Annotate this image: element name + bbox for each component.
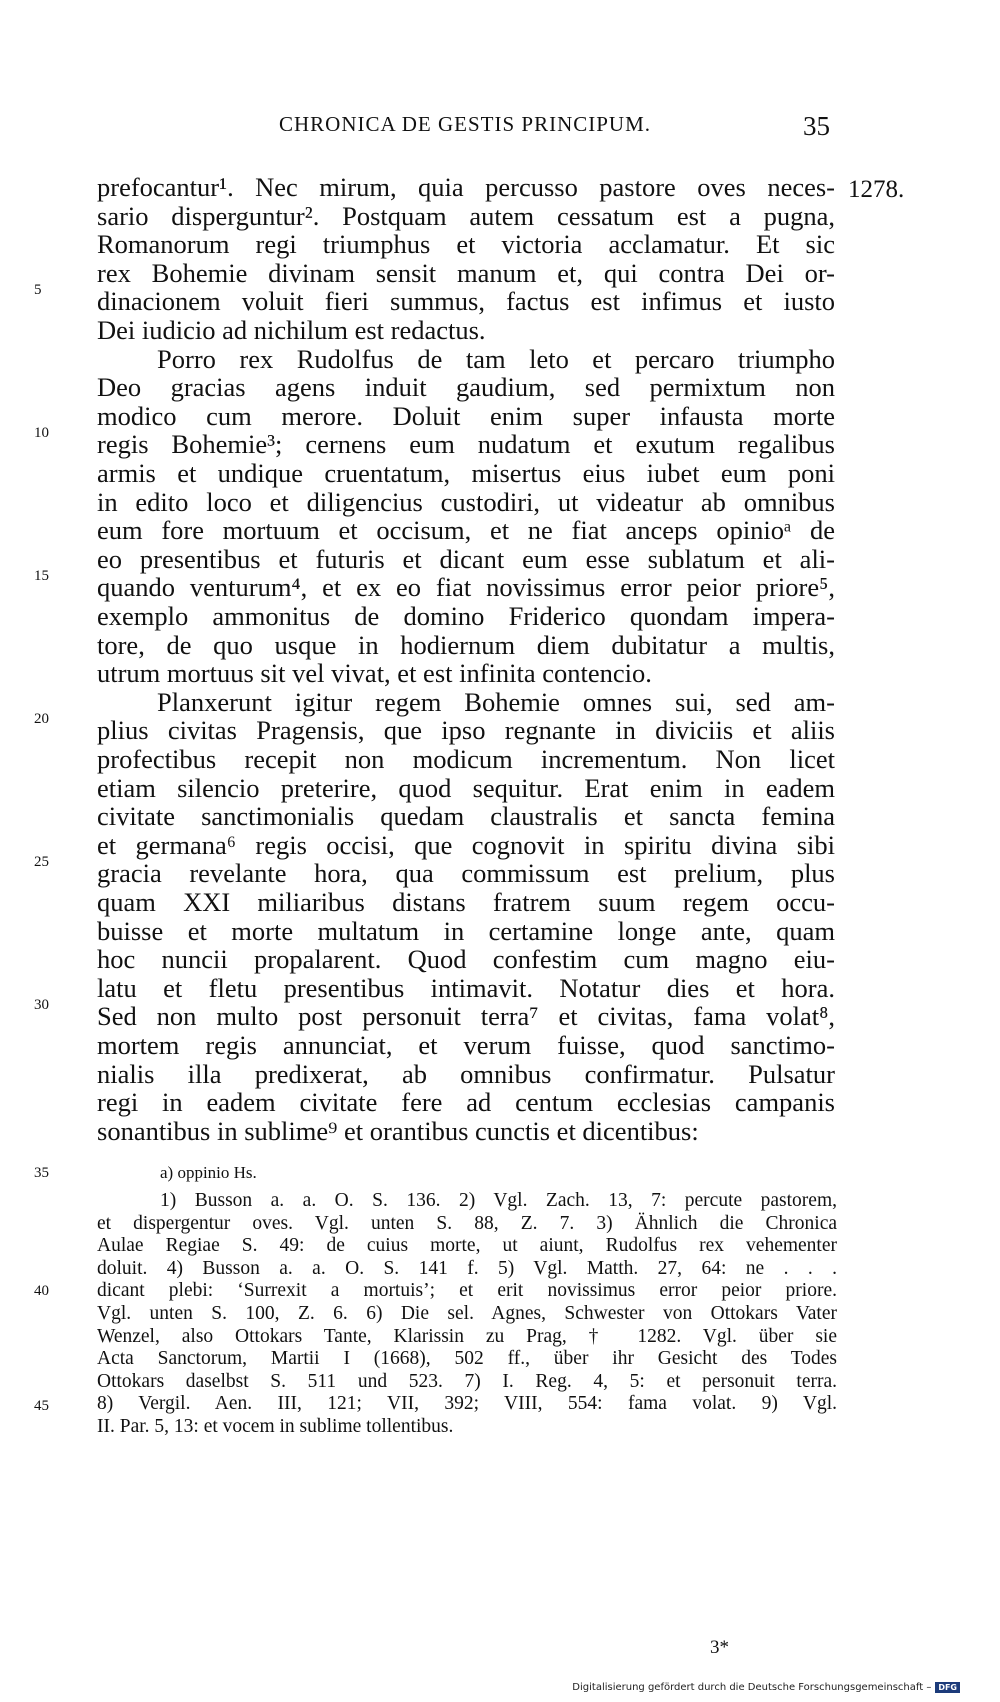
footnote-line: doluit. 4) Busson a. a. O. S. 141 f. 5) Vgl. Matth. 27, 64: ne . . . <box>97 1257 837 1279</box>
text-line: Porro rex Rudolfus de tam leto et percaro triumpho <box>157 343 835 374</box>
footnote-line: Wenzel, also Ottokars Tante, Klarissin zu Prag, † 1282. Vgl. über sie <box>97 1325 837 1347</box>
running-title: CHRONICA DE GESTIS PRINCIPUM. <box>278 112 652 136</box>
text-line: quando venturum⁴, et ex eo fiat novissimus error peior priore⁵, <box>97 572 835 603</box>
footnote-line: II. Par. 5, 13: et vocem in sublime tollentibus. <box>97 1416 454 1437</box>
margin-year: 1278. <box>848 176 905 203</box>
digitization-credit <box>572 1682 960 1693</box>
text-line: armis et undique cruentatum, misertus eius iubet eum poni <box>97 458 835 488</box>
page-number: 35 <box>803 111 830 141</box>
line-number: 35 <box>34 1165 49 1181</box>
text-line: tore, de quo usque in hodiernum diem dubitatur a multis, <box>97 629 835 660</box>
text-line: hoc nuncii propalarent. Quod confestim cum magno eiu- <box>97 944 835 975</box>
text-line: sonantibus in sublime⁹ et orantibus cunctis et dicentibus: <box>97 1115 699 1146</box>
text-line: Deo gracias agens induit gaudium, sed permixtum non <box>97 372 835 403</box>
text-line: civitate sanctimonialis quedam claustralis et sancta femina <box>97 801 835 832</box>
footnote-line: et dispergentur oves. Vgl. unten S. 88, Z. 7. 3) Ähnlich die Chronica <box>97 1212 837 1234</box>
footnote-line: Acta Sanctorum, Martii I (1668), 502 ff., über ihr Gesicht des Todes <box>97 1348 837 1370</box>
credit-text: Digitalisierung gefördert durch die Deutsche Forschungsgemeinschaft – <box>572 1682 932 1693</box>
text-line: rex Bohemie divinam sensit manum et, qui contra Dei or- <box>97 257 835 288</box>
text-line: plius civitas Pragensis, que ipso regnante in diviciis et aliis <box>97 715 835 746</box>
line-number: 25 <box>34 854 49 870</box>
text-line: et germana⁶ regis occisi, que cognovit in spiritu divina sibi <box>97 829 835 860</box>
text-line: dinacionem voluit fieri summus, factus est infimus et iusto <box>97 286 835 317</box>
text-line: Planxerunt igitur regem Bohemie omnes sui, sed am- <box>157 686 835 717</box>
text-line: etiam silencio preterire, quod sequitur. Erat enim in eadem <box>97 772 835 803</box>
footnote-line: Ottokars daselbst S. 511 und 523. 7) I. Reg. 4, 5: et personuit terra. <box>97 1370 837 1392</box>
text-line: Dei iudicio ad nichilum est redactus. <box>97 315 486 345</box>
line-number: 20 <box>34 711 49 727</box>
text-line: exemplo ammonitus de domino Friderico quondam impera- <box>97 601 835 631</box>
text-line: quam XXI miliaribus distans fratrem suum regem occu- <box>97 887 835 917</box>
text-line: eo presentibus et futuris et dicant eum esse sublatum et ali- <box>97 543 835 574</box>
text-line: sario disperguntur². Postquam autem cessatum est a pugna, <box>97 200 835 231</box>
footnote-a: a) oppinio Hs. <box>160 1163 257 1182</box>
text-line: Romanorum regi triumphus et victoria acclamatur. Et sic <box>97 229 835 260</box>
line-number: 10 <box>34 425 49 441</box>
line-number: 45 <box>34 1398 49 1414</box>
text-line: profectibus recepit non modicum incrementum. Non licet <box>97 744 835 774</box>
text-line: regi in eadem civitate fere ad centum ecclesias campanis <box>97 1087 835 1118</box>
footnote-line: 1) Busson a. a. O. S. 136. 2) Vgl. Zach. 13, 7: percute pastorem, <box>160 1190 837 1211</box>
line-number: 40 <box>34 1283 49 1299</box>
text-line: eum fore mortuum et occisum, et ne fiat anceps opinioᵃ de <box>97 515 835 546</box>
footnote-line: Aulae Regiae S. 49: de cuius morte, ut aiunt, Rudolfus rex vehementer <box>97 1235 837 1257</box>
text-line: Sed non multo post personuit terra⁷ et civitas, fama volat⁸, <box>97 1001 835 1032</box>
dfg-logo: DFG <box>935 1682 960 1693</box>
text-line: in edito loco et diligencius custodiri, ut videatur ab omnibus <box>97 486 835 517</box>
signature-mark: 3* <box>710 1637 729 1658</box>
line-number: 30 <box>34 997 49 1013</box>
footnote-line: Vgl. unten S. 100, Z. 6. 6) Die sel. Agnes, Schwester von Ottokars Vater <box>97 1303 837 1324</box>
text-line: gracia revelante hora, qua commissum est prelium, plus <box>97 858 835 889</box>
footnote-line: 8) Vergil. Aen. III, 121; VII, 392; VIII, 554: fama volat. 9) Vgl. <box>97 1393 837 1415</box>
footnote-line: dicant plebi: ‘Surrexit a mortuis’; et erit novissimus error peior priore. <box>97 1280 837 1302</box>
text-line: nialis illa predixerat, ab omnibus confirmatur. Pulsatur <box>97 1058 835 1089</box>
text-line: modico cum merore. Doluit enim super infausta morte <box>97 400 835 431</box>
text-line: buisse et morte multatum in certamine longe ante, quam <box>97 915 835 946</box>
text-line: utrum mortuus sit vel vivat, et est infinita contencio. <box>97 658 652 689</box>
text-line: regis Bohemie³; cernens eum nudatum et exutum regalibus <box>97 429 835 460</box>
text-line: mortem regis annunciat, et verum fuisse, quod sanctimo- <box>97 1030 835 1060</box>
text-line: prefocantur¹. Nec mirum, quia percusso pastore oves neces- <box>97 172 835 202</box>
text-line: latu et fletu presentibus intimavit. Notatur dies et hora. <box>97 972 835 1003</box>
line-number: 5 <box>34 282 42 298</box>
line-number: 15 <box>34 568 49 584</box>
